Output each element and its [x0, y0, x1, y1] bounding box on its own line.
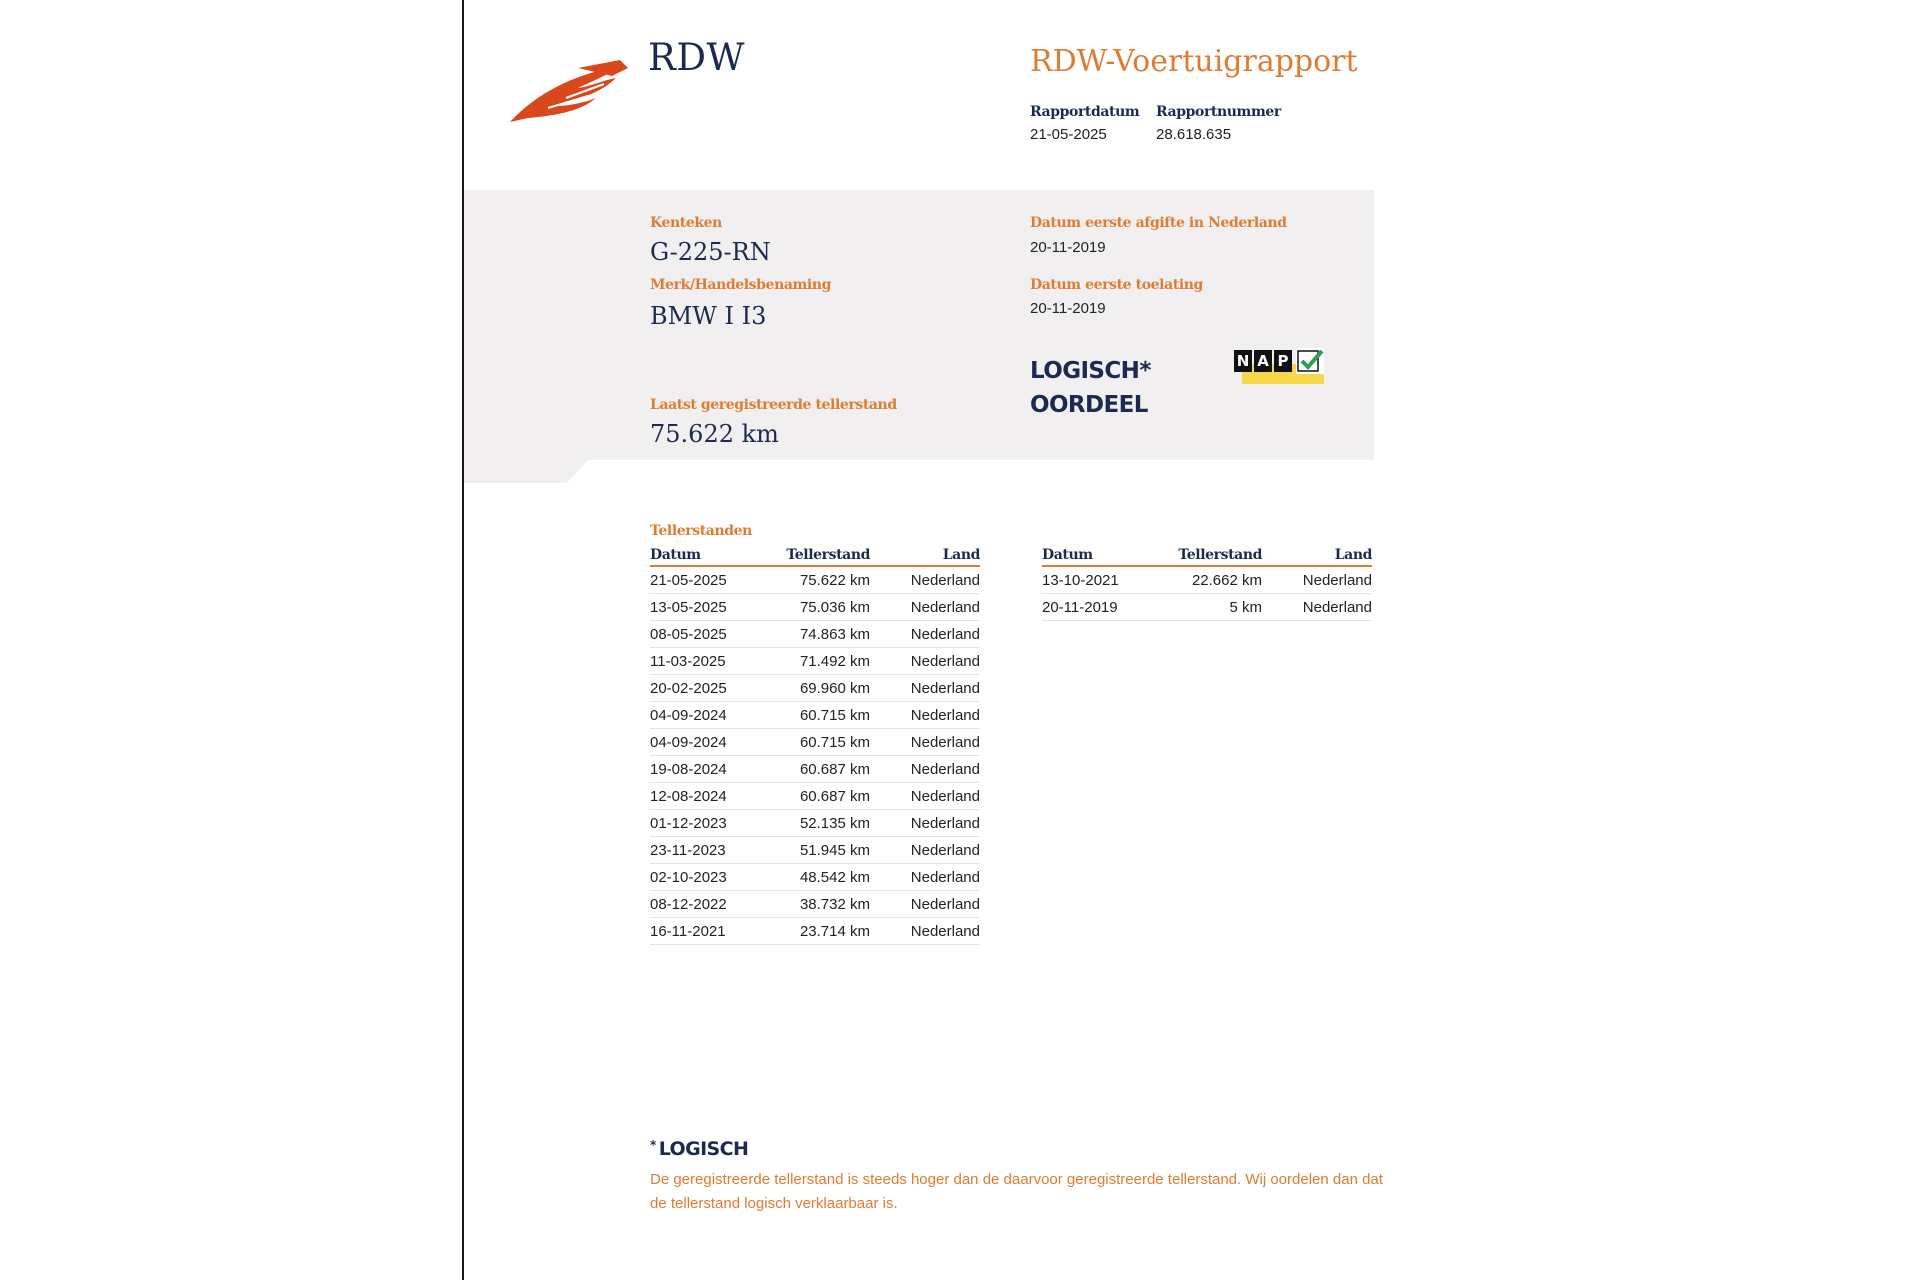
reading-country: Nederland	[870, 756, 980, 783]
rdw-logo-icon	[508, 58, 632, 124]
first-nl-value: 20-11-2019	[1030, 239, 1106, 256]
verdict	[1030, 354, 1151, 422]
odometer-value: 75.622 km	[650, 420, 779, 448]
brand-name: RDW	[648, 36, 746, 79]
report-number	[1156, 104, 1281, 143]
header-country: Land	[1262, 546, 1372, 566]
header-date: Datum	[650, 546, 770, 566]
reading-country: Nederland	[870, 891, 980, 918]
plate-label: Kenteken	[650, 215, 722, 231]
readings-title: Tellerstanden	[650, 523, 752, 539]
reading-country: Nederland	[870, 810, 980, 837]
reading-km: 60.687 km	[770, 756, 870, 783]
first-admission-value: 20-11-2019	[1030, 300, 1106, 317]
header-country: Land	[870, 546, 980, 566]
reading-date: 20-11-2019	[1042, 594, 1162, 621]
plate-value: G-225-RN	[650, 238, 771, 266]
first-nl-label: Datum eerste afgifte in Nederland	[1030, 215, 1287, 231]
reading-km: 75.036 km	[770, 594, 870, 621]
reading-km: 22.662 km	[1162, 566, 1262, 594]
reading-country: Nederland	[870, 918, 980, 945]
table-row	[650, 837, 980, 864]
reading-date: 04-09-2024	[650, 729, 770, 756]
report-title: RDW-Voertuigrapport	[1030, 44, 1358, 79]
reading-country: Nederland	[870, 621, 980, 648]
reading-country: Nederland	[870, 837, 980, 864]
table-row	[650, 756, 980, 783]
nap-letter-a: A	[1254, 350, 1272, 372]
reading-country: Nederland	[870, 702, 980, 729]
reading-date: 04-09-2024	[650, 702, 770, 729]
reading-date: 02-10-2023	[650, 864, 770, 891]
report-date	[1030, 104, 1139, 143]
reading-country: Nederland	[870, 594, 980, 621]
report-number-value: 28.618.635	[1156, 126, 1232, 143]
reading-date: 20-02-2025	[650, 675, 770, 702]
table-row	[650, 891, 980, 918]
nap-badge	[1232, 348, 1326, 388]
reading-date: 19-08-2024	[650, 756, 770, 783]
reading-km: 52.135 km	[770, 810, 870, 837]
report-date-label: Rapportdatum	[1030, 104, 1140, 120]
verdict-line-1: LOGISCH*	[1030, 358, 1151, 384]
footnote-text: De geregistreerde tellerstand is steeds hoger dan de daarvoor geregistreerde tellerstand. Wij oordelen dan dat de tellerstand logisch verklaarbaar is.	[650, 1171, 1383, 1212]
footnote-star: *	[650, 1138, 656, 1152]
reading-country: Nederland	[870, 729, 980, 756]
reading-country: Nederland	[1262, 566, 1372, 594]
reading-country: Nederland	[1262, 594, 1372, 621]
table-row	[650, 729, 980, 756]
reading-country: Nederland	[870, 675, 980, 702]
reading-km: 38.732 km	[770, 891, 870, 918]
reading-km: 60.715 km	[770, 702, 870, 729]
header-date: Datum	[1042, 546, 1162, 566]
reading-country: Nederland	[870, 864, 980, 891]
table-row	[650, 566, 980, 594]
report-number-label: Rapportnummer	[1156, 104, 1281, 120]
reading-km: 23.714 km	[770, 918, 870, 945]
reading-date: 08-05-2025	[650, 621, 770, 648]
first-admission-label: Datum eerste toelating	[1030, 277, 1203, 293]
verdict-line-2: OORDEEL	[1030, 392, 1148, 418]
reading-date: 13-10-2021	[1042, 566, 1162, 594]
reading-km: 75.622 km	[770, 566, 870, 594]
table-row	[650, 918, 980, 945]
reading-km: 74.863 km	[770, 621, 870, 648]
reading-km: 69.960 km	[770, 675, 870, 702]
reading-km: 48.542 km	[770, 864, 870, 891]
reading-date: 16-11-2021	[650, 918, 770, 945]
reading-km: 60.715 km	[770, 729, 870, 756]
reading-km: 51.945 km	[770, 837, 870, 864]
table-row	[650, 810, 980, 837]
table-row	[650, 621, 980, 648]
footnote-heading: LOGISCH	[658, 1138, 749, 1160]
odometer-label: Laatst geregistreerde tellerstand	[650, 397, 897, 413]
table-row	[650, 648, 980, 675]
reading-date: 01-12-2023	[650, 810, 770, 837]
reading-date: 11-03-2025	[650, 648, 770, 675]
reading-country: Nederland	[870, 648, 980, 675]
table-row	[650, 702, 980, 729]
table-row	[650, 864, 980, 891]
footnote-title	[650, 1138, 748, 1160]
reading-date: 13-05-2025	[650, 594, 770, 621]
table-row	[650, 675, 980, 702]
reading-date: 12-08-2024	[650, 783, 770, 810]
reading-country: Nederland	[870, 566, 980, 594]
reading-date: 08-12-2022	[650, 891, 770, 918]
reading-date: 21-05-2025	[650, 566, 770, 594]
make-label: Merk/Handelsbenaming	[650, 277, 832, 293]
nap-letter-p: P	[1274, 350, 1292, 372]
reading-km: 60.687 km	[770, 783, 870, 810]
reading-km: 71.492 km	[770, 648, 870, 675]
checkmark-icon	[1296, 348, 1324, 374]
table-row	[650, 594, 980, 621]
nap-letter-n: N	[1234, 350, 1252, 372]
table-row	[1042, 566, 1372, 594]
make-value: BMW I I3	[650, 302, 767, 330]
table-row	[1042, 594, 1372, 621]
panel-tab-shape	[464, 460, 588, 483]
header-km: Tellerstand	[770, 546, 870, 566]
readings-table-left	[650, 546, 980, 945]
reading-km: 5 km	[1162, 594, 1262, 621]
report-date-value: 21-05-2025	[1030, 126, 1107, 143]
table-row	[650, 783, 980, 810]
reading-date: 23-11-2023	[650, 837, 770, 864]
reading-country: Nederland	[870, 783, 980, 810]
header-km: Tellerstand	[1162, 546, 1262, 566]
readings-table-right	[1042, 546, 1372, 621]
